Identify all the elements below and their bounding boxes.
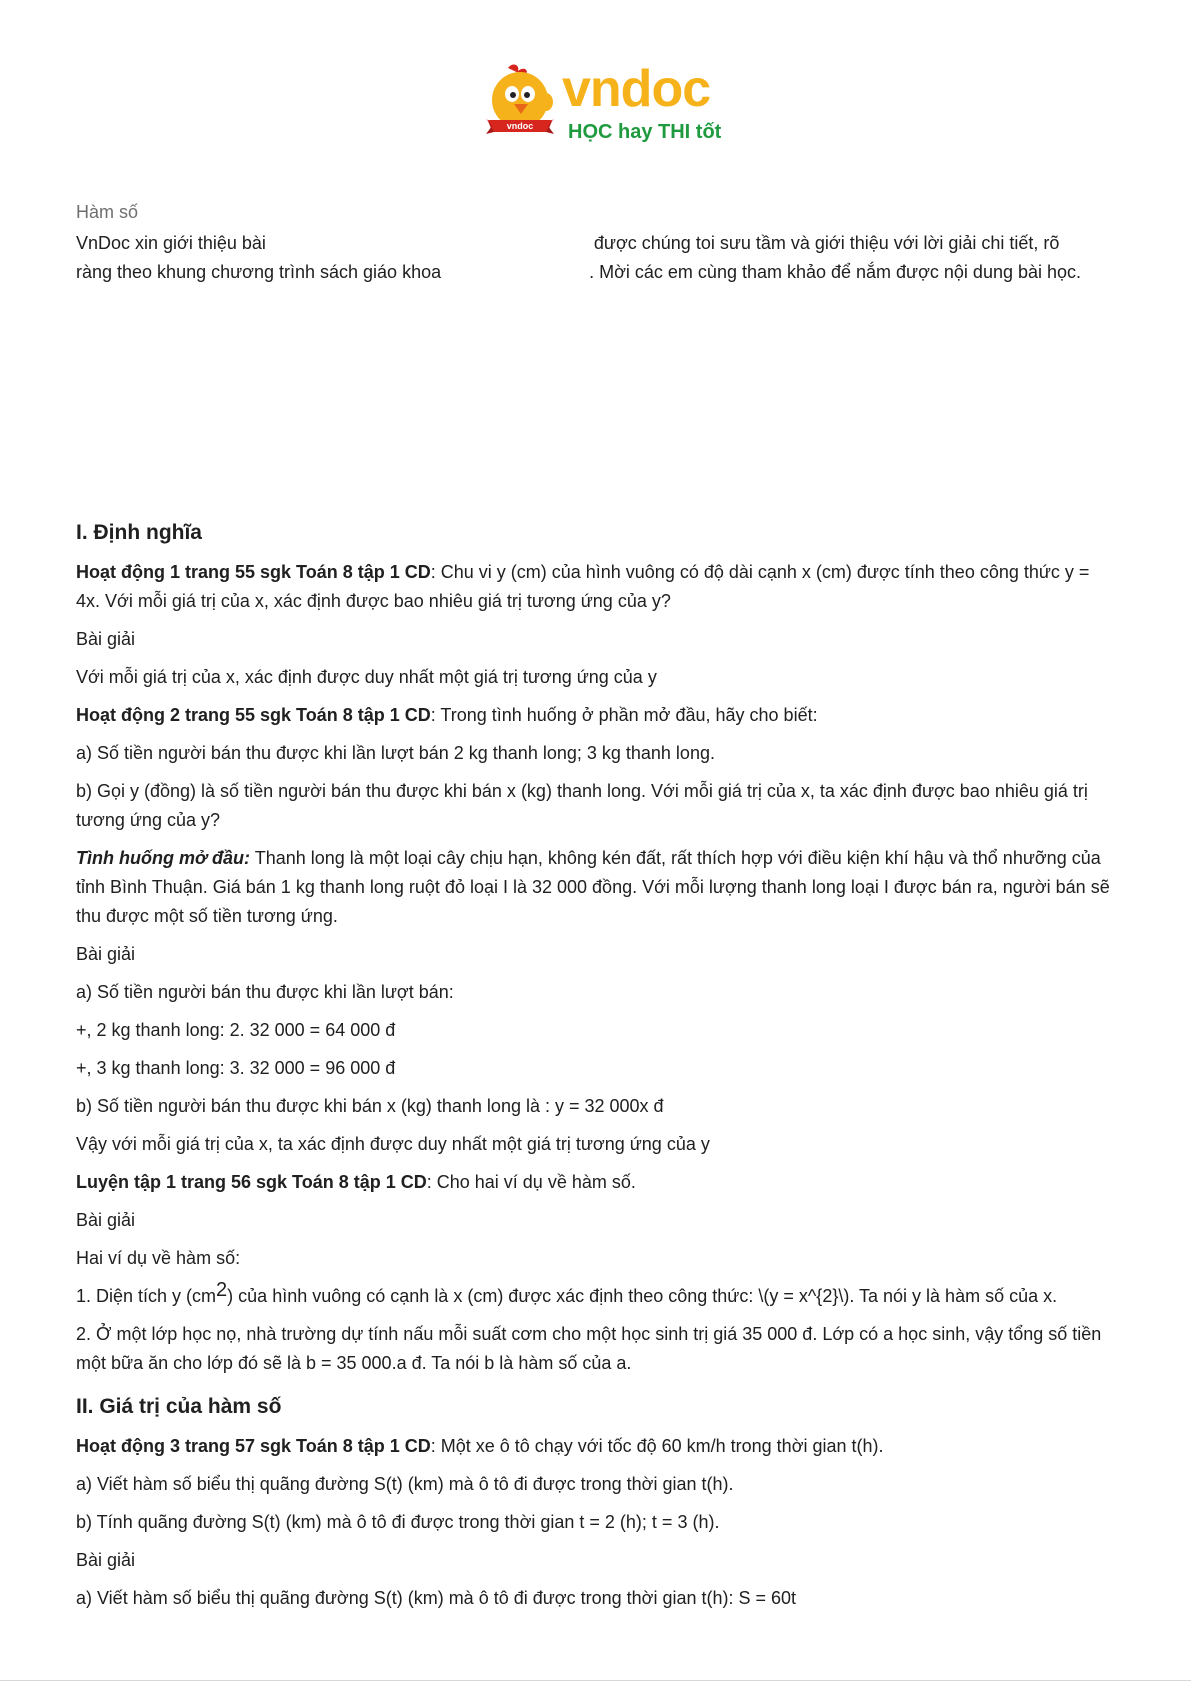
solution-label: Bài giải bbox=[76, 1210, 136, 1230]
logo-tagline: HỌC hay THI tốt bbox=[568, 121, 722, 143]
solution-part-a: a) Số tiền người bán thu được khi lần lượt bán: bbox=[76, 982, 454, 1002]
activity-1-text: : Chu vi y (cm) của hình vuông có độ dài cạnh x (cm) được tính theo công thức y = 4x. Với mỗi giá trị của x, xác định được bao nhiêu giá trị tương ứng của y? bbox=[76, 562, 1090, 611]
solution-line: +, 2 kg thanh long: 2. 32 000 = 64 000 đ bbox=[76, 1020, 396, 1040]
opening-situation-text: Thanh long là một loại cây chịu hạn, không kén đất, rất thích hợp với điều kiện khí hậu và thổ nhưỡng của tỉnh Bình Thuận. Giá bán 1 kg thanh long ruột đỏ loại I là 32 000 đồng. Với mỗi lượng thanh long loại I được bán ra, người bán sẽ thu được một số tiền tương ứng. bbox=[76, 848, 1110, 926]
intro-line2-start: ràng theo khung chương trình sách giáo khoa bbox=[76, 262, 442, 282]
activity-3 bbox=[76, 1432, 1116, 1461]
logo-badge-text: vndoc bbox=[506, 121, 534, 131]
example-1-end: ) của hình vuông có cạnh là x (cm) được xác định theo công thức: \(y = x^{2}\). Ta nói y là hàm số của x. bbox=[227, 1286, 1058, 1306]
logo-wordmark: vndoc bbox=[562, 62, 711, 118]
breadcrumb[interactable]: Hàm số bbox=[76, 202, 139, 222]
activity-3-text: : Một xe ô tô chạy với tốc độ 60 km/h trong thời gian t(h). bbox=[430, 1436, 884, 1456]
opening-situation bbox=[76, 844, 1116, 931]
intro-paragraph bbox=[76, 229, 1116, 287]
activity-1 bbox=[76, 558, 1116, 616]
intro-line1-end: được chúng toi sưu tầm và giới thiệu với lời giải chi tiết, rõ bbox=[593, 233, 1060, 253]
solution-part-b: b) Số tiền người bán thu được khi bán x (kg) thanh long là : y = 32 000x đ bbox=[76, 1096, 664, 1116]
solution-conclusion: Vậy với mỗi giá trị của x, ta xác định được duy nhất một giá trị tương ứng của y bbox=[76, 1134, 710, 1154]
solution-line: +, 3 kg thanh long: 3. 32 000 = 96 000 đ bbox=[76, 1058, 396, 1078]
practice-1 bbox=[76, 1168, 1116, 1197]
activity-3-label: Hoạt động 3 trang 57 sgk Toán 8 tập 1 CD bbox=[76, 1436, 431, 1456]
solution-intro: Hai ví dụ về hàm số: bbox=[76, 1248, 241, 1268]
practice-1-text: : Cho hai ví dụ về hàm số. bbox=[426, 1172, 636, 1192]
article-body bbox=[76, 516, 1116, 1622]
example-1-superscript: 2 bbox=[216, 1279, 228, 1301]
intro-line2-end: . Mời các em cùng tham khảo để nắm được nội dung bài học. bbox=[589, 262, 1082, 282]
logo-graphic bbox=[486, 62, 746, 148]
solution-label: Bài giải bbox=[76, 944, 136, 964]
practice-1-label: Luyện tập 1 trang 56 sgk Toán 8 tập 1 CD bbox=[76, 1172, 427, 1192]
activity-2-text: : Trong tình huống ở phần mở đầu, hãy cho biết: bbox=[430, 705, 818, 725]
solution-label: Bài giải bbox=[76, 1550, 136, 1570]
vndoc-logo[interactable] bbox=[486, 62, 746, 148]
activity-2-label: Hoạt động 2 trang 55 sgk Toán 8 tập 1 CD bbox=[76, 705, 431, 725]
section-title-definition: I. Định nghĩa bbox=[76, 521, 202, 544]
solution-label: Bài giải bbox=[76, 629, 136, 649]
solution-text: Với mỗi giá trị của x, xác định được duy nhất một giá trị tương ứng của y bbox=[76, 667, 657, 687]
example-2: 2. Ở một lớp học nọ, nhà trường dự tính nấu mỗi suất cơm cho một học sinh trị giá 35 000 đ. Lớp có a học sinh, vậy tổng số tiền một bữa ăn cho lớp đó sẽ là b = 35 000.a đ. Ta nói b là hàm số của a. bbox=[76, 1324, 1102, 1373]
activity-3-part-b: b) Tính quãng đường S(t) (km) mà ô tô đi được trong thời gian t = 2 (h); t = 3 (h). bbox=[76, 1512, 720, 1532]
activity-2 bbox=[76, 701, 1116, 730]
example-1 bbox=[76, 1279, 1116, 1311]
section-title-function-value: II. Giá trị của hàm số bbox=[76, 1395, 282, 1418]
activity-1-label: Hoạt động 1 trang 55 sgk Toán 8 tập 1 CD bbox=[76, 562, 431, 582]
opening-situation-label: Tình huống mở đầu: bbox=[76, 848, 251, 868]
example-1-start: 1. Diện tích y (cm bbox=[76, 1286, 217, 1306]
activity-3-part-a: a) Viết hàm số biểu thị quãng đường S(t) (km) mà ô tô đi được trong thời gian t(h). bbox=[76, 1474, 734, 1494]
intro-line1-start: VnDoc xin giới thiệu bài bbox=[76, 233, 266, 253]
page-bottom-divider bbox=[0, 1680, 1191, 1681]
solution-part-a: a) Viết hàm số biểu thị quãng đường S(t) (km) mà ô tô đi được trong thời gian t(h): S = 60t bbox=[76, 1588, 797, 1608]
activity-2-part-b: b) Gọi y (đồng) là số tiền người bán thu được khi bán x (kg) thanh long. Với mỗi giá trị của x, ta xác định được bao nhiêu giá trị tương ứng của y? bbox=[76, 781, 1088, 830]
activity-2-part-a: a) Số tiền người bán thu được khi lần lượt bán 2 kg thanh long; 3 kg thanh long. bbox=[76, 743, 715, 763]
